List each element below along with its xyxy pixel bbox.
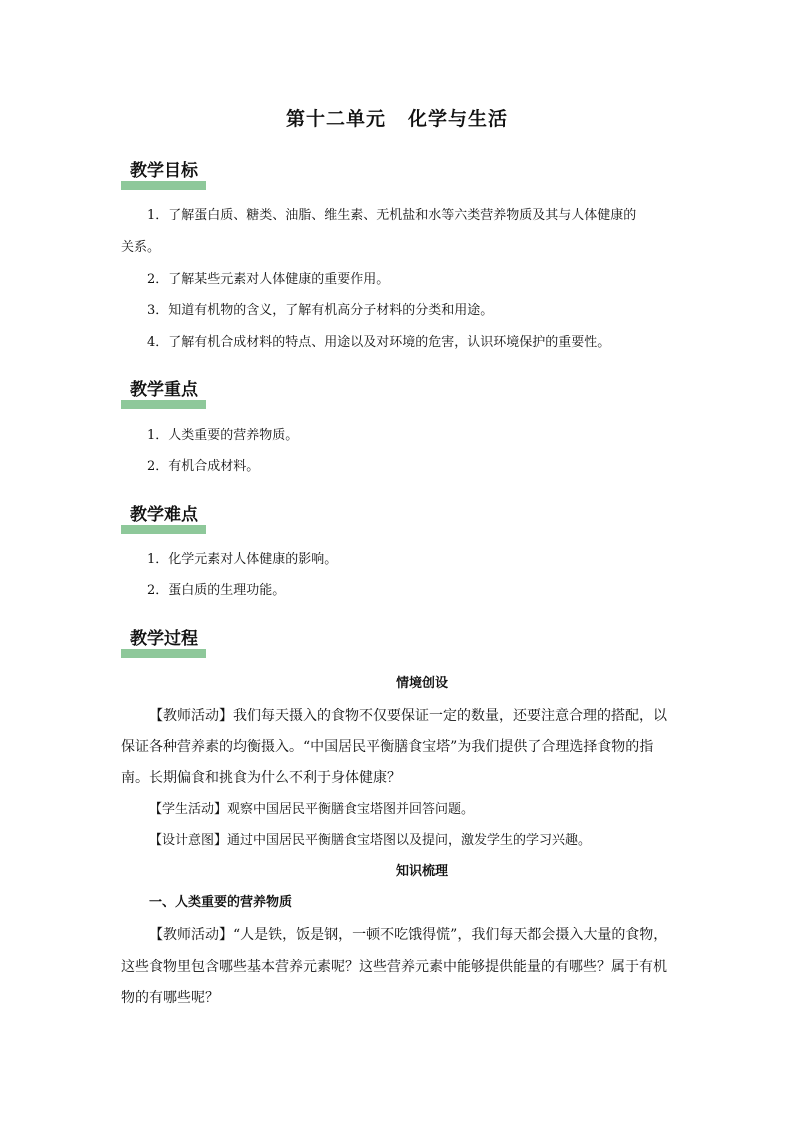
key-point-item: 2．有机合成材料。 (147, 459, 260, 474)
section-heading-difficulties: 教学难点 (121, 502, 202, 536)
objective-item: 2．了解某些元素对人体健康的重要作用。 (147, 272, 390, 287)
objective-item: 4．了解有机合成材料的特点、用途以及对环境的危害，认识环境保护的重要性。 (147, 335, 611, 350)
paragraph-line: 这些食物里包含哪些基本营养元素呢？这些营养元素中能够提供能量的有哪些？属于有机 (121, 959, 667, 975)
subsection-title: 一、人类重要的营养物质 (149, 895, 293, 910)
paragraph-line: 保证各种营养素的均衡摄入。“中国居民平衡膳食宝塔”为我们提供了合理选择食物的指 (121, 739, 654, 755)
section-heading-objectives: 教学目标 (121, 158, 202, 192)
section-heading-process: 教学过程 (121, 626, 202, 660)
unit-topic: 化学与生活 (408, 108, 509, 130)
subheading-knowledge: 知识梳理 (395, 864, 448, 879)
objective-item: 关系。 (121, 240, 161, 255)
subheading-scenario: 情境创设 (395, 676, 448, 691)
unit-number: 第十二单元 (285, 108, 386, 130)
paragraph-line: 【学生活动】观察中国居民平衡膳食宝塔图并回答问题。 (149, 802, 475, 817)
paragraph-line: 【教师活动】“人是铁，饭是钢，一顿不吃饿得慌”，我们每天都会摄入大量的食物， (149, 927, 668, 943)
objective-item: 3．知道有机物的含义，了解有机高分子材料的分类和用途。 (147, 303, 494, 318)
difficulty-item: 2．蛋白质的生理功能。 (147, 583, 286, 598)
paragraph-line: 【教师活动】我们每天摄入的食物不仅要保证一定的数量，还要注意合理的搭配，以 (149, 708, 667, 724)
paragraph-line: 物的有哪些呢？ (121, 990, 219, 1006)
objective-item: 1．了解蛋白质、糖类、油脂、维生素、无机盐和水等六类营养物质及其与人体健康的 (147, 208, 637, 223)
difficulty-item: 1．化学元素对人体健康的影响。 (147, 552, 338, 567)
paragraph-line: 【设计意图】通过中国居民平衡膳食宝塔图以及提问，激发学生的学习兴趣。 (149, 833, 592, 848)
section-heading-key-points: 教学重点 (121, 377, 202, 411)
unit-title (0, 104, 794, 131)
paragraph-line: 南。长期偏食和挑食为什么不利于身体健康？ (121, 770, 401, 786)
key-point-item: 1．人类重要的营养物质。 (147, 428, 299, 443)
